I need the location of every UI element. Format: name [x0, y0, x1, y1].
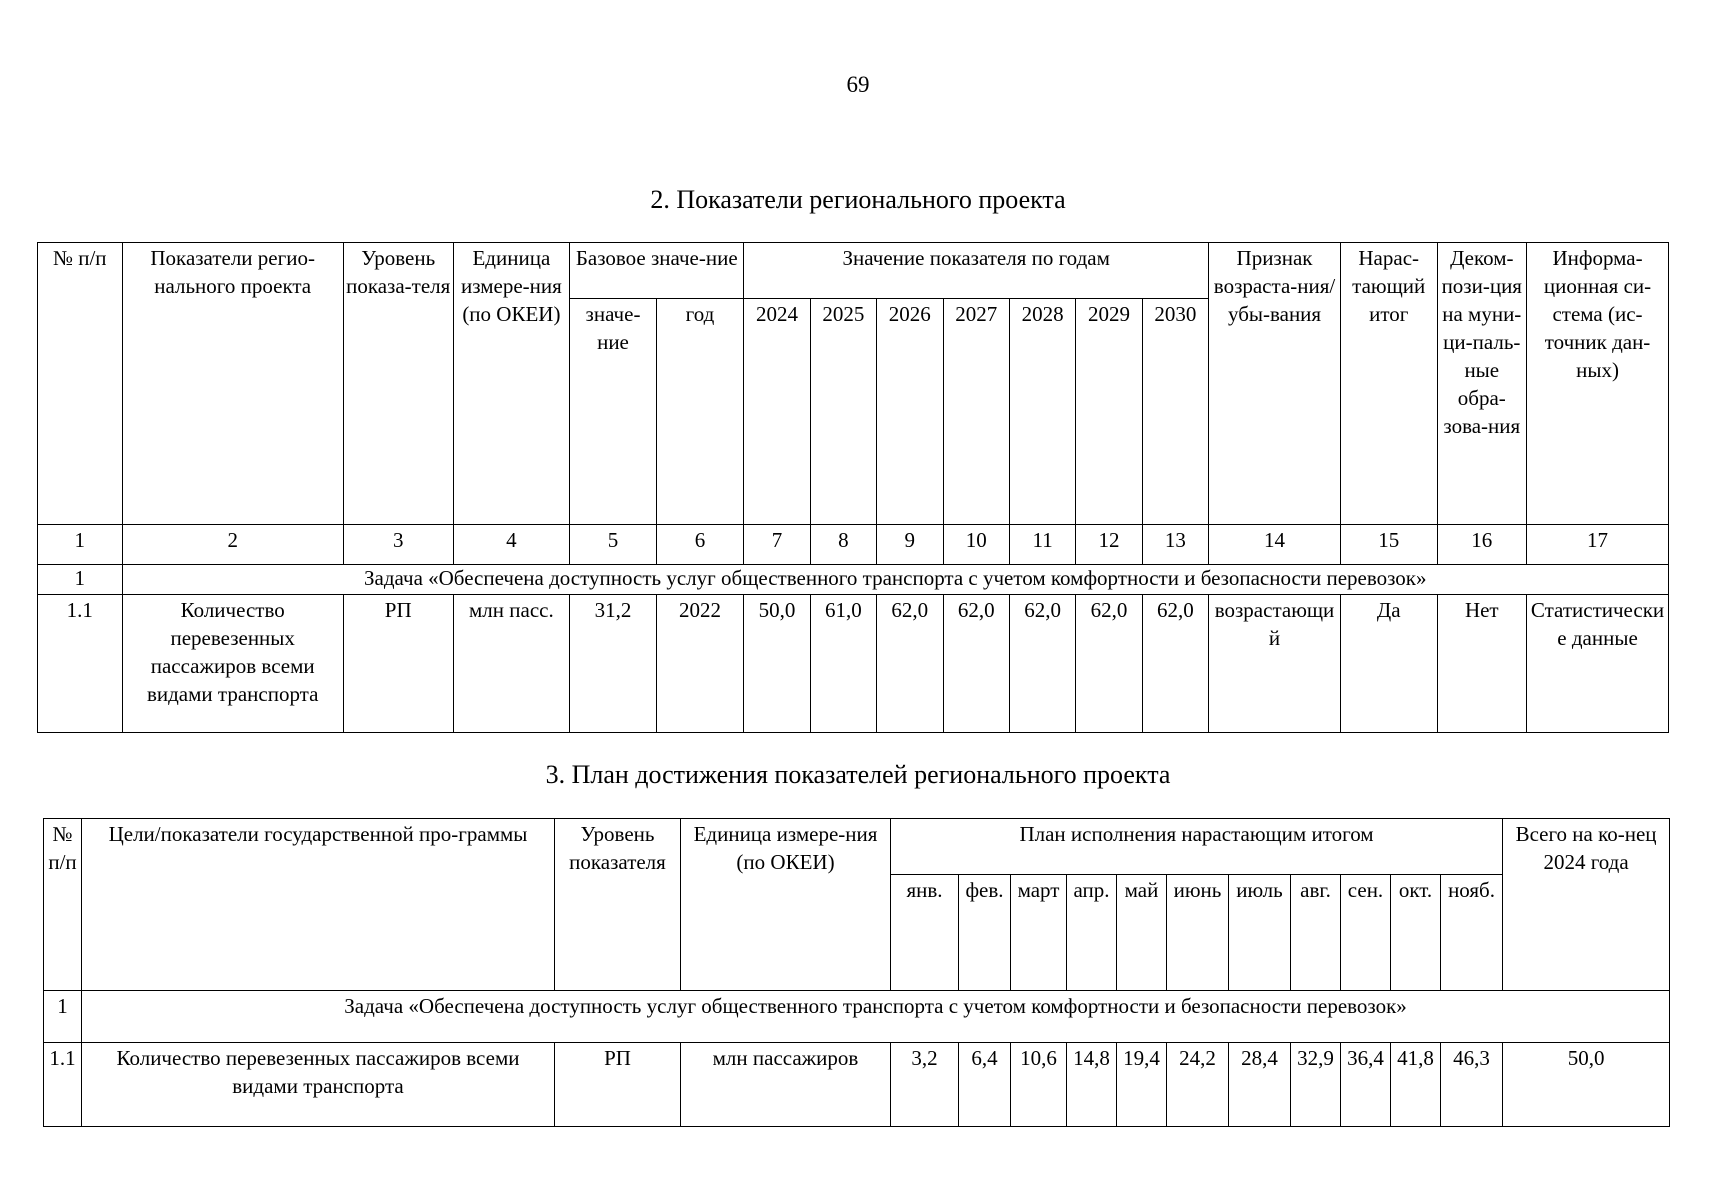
header-year: 2030 [1142, 299, 1208, 525]
row-unit: млн пасс. [453, 595, 570, 733]
column-number: 1 [38, 525, 123, 565]
header-year: 2029 [1076, 299, 1142, 525]
row-total: 50,0 [1503, 1043, 1670, 1127]
row-num: 1.1 [44, 1043, 82, 1127]
header-level: Уровень показа-теля [343, 243, 453, 525]
header-year: 2025 [810, 299, 876, 525]
page-number: 69 [846, 72, 870, 97]
header-base-value: значе-ние [570, 299, 657, 525]
row-year-value: 61,0 [810, 595, 876, 733]
header-month: июнь [1167, 875, 1229, 991]
row-month-value: 36,4 [1341, 1043, 1391, 1127]
row-month-value: 24,2 [1167, 1043, 1229, 1127]
row-num: 1.1 [38, 595, 123, 733]
row-cumulative: Да [1340, 595, 1437, 733]
header-base-year: год [656, 299, 744, 525]
row-decomposition: Нет [1437, 595, 1527, 733]
header-num: № п/п [44, 819, 82, 991]
header-total: Всего на ко-нец 2024 года [1503, 819, 1670, 991]
task-num: 1 [44, 991, 82, 1043]
section-3-title: 3. План достижения показателей регионального проекта [545, 760, 1171, 789]
header-unit: Единица измере-ния (по ОКЕИ) [453, 243, 570, 525]
column-number: 4 [453, 525, 570, 565]
row-indicator: Количество перевезенных пассажиров всеми видами транспорта [122, 595, 343, 733]
column-number: 15 [1340, 525, 1437, 565]
row-month-value: 6,4 [959, 1043, 1011, 1127]
column-number: 5 [570, 525, 657, 565]
header-month: март [1011, 875, 1067, 991]
row-base-value: 31,2 [570, 595, 657, 733]
header-num: № п/п [38, 243, 123, 525]
task-row [38, 565, 1669, 595]
header-year: 2024 [744, 299, 810, 525]
row-month-value: 28,4 [1229, 1043, 1291, 1127]
column-number: 9 [877, 525, 943, 565]
row-goal: Количество перевезенных пассажиров всеми видами транспорта [82, 1043, 555, 1127]
row-month-value: 46,3 [1441, 1043, 1503, 1127]
header-month: авг. [1291, 875, 1341, 991]
section-2-title: 2. Показатели регионального проекта [650, 185, 1066, 214]
header-year: 2027 [943, 299, 1009, 525]
row-month-value: 32,9 [1291, 1043, 1341, 1127]
row-year-value: 62,0 [1076, 595, 1142, 733]
row-month-value: 3,2 [891, 1043, 959, 1127]
header-info-system: Информа-ционная си-стема (ис-точник дан-ных) [1527, 243, 1669, 525]
column-number: 13 [1142, 525, 1208, 565]
column-number: 10 [943, 525, 1009, 565]
header-plan: План исполнения нарастающим итогом [891, 819, 1503, 875]
header-month: нояб. [1441, 875, 1503, 991]
row-month-value: 10,6 [1011, 1043, 1067, 1127]
header-month: июль [1229, 875, 1291, 991]
header-goal: Цели/показатели государственной про-граммы [82, 819, 555, 991]
header-month: фев. [959, 875, 1011, 991]
column-number: 12 [1076, 525, 1142, 565]
column-number: 16 [1437, 525, 1527, 565]
row-year-value: 50,0 [744, 595, 810, 733]
indicators-table [37, 242, 1669, 733]
row-year-value: 62,0 [1142, 595, 1208, 733]
header-cumulative: Нарас-тающий итог [1340, 243, 1437, 525]
header-year: 2026 [877, 299, 943, 525]
header-trend: Признак возраста-ния/ убы-вания [1209, 243, 1341, 525]
task-row [44, 991, 1670, 1043]
column-number: 6 [656, 525, 744, 565]
header-level: Уровень показателя [555, 819, 681, 991]
header-base: Базовое значе-ние [570, 243, 744, 299]
plan-table [43, 818, 1670, 1127]
task-text: Задача «Обеспечена доступность услуг общественного транспорта с учетом комфортности и безопасности перевозок» [82, 991, 1670, 1043]
header-month: сен. [1341, 875, 1391, 991]
header-decomposition: Деком-пози-ция на муни-ци-паль-ные обра-зова-ния [1437, 243, 1527, 525]
row-info-system: Статистические данные [1527, 595, 1669, 733]
table-row [44, 1043, 1670, 1127]
header-month: янв. [891, 875, 959, 991]
column-number: 17 [1527, 525, 1669, 565]
header-year: 2028 [1009, 299, 1075, 525]
row-level: РП [555, 1043, 681, 1127]
row-month-value: 19,4 [1117, 1043, 1167, 1127]
row-year-value: 62,0 [943, 595, 1009, 733]
row-month-value: 41,8 [1391, 1043, 1441, 1127]
row-level: РП [343, 595, 453, 733]
header-month: май [1117, 875, 1167, 991]
row-base-year: 2022 [656, 595, 744, 733]
column-number: 11 [1009, 525, 1075, 565]
column-number: 7 [744, 525, 810, 565]
header-indicator: Показатели регио-нального проекта [122, 243, 343, 525]
table-row [38, 595, 1669, 733]
header-unit: Единица измере-ния (по ОКЕИ) [681, 819, 891, 991]
column-number: 8 [810, 525, 876, 565]
task-num: 1 [38, 565, 123, 595]
header-years-group: Значение показателя по годам [744, 243, 1209, 299]
task-text: Задача «Обеспечена доступность услуг общественного транспорта с учетом комфортности и безопасности перевозок» [122, 565, 1668, 595]
row-unit: млн пассажиров [681, 1043, 891, 1127]
header-month: окт. [1391, 875, 1441, 991]
column-number: 3 [343, 525, 453, 565]
row-month-value: 14,8 [1067, 1043, 1117, 1127]
column-number: 14 [1209, 525, 1341, 565]
row-year-value: 62,0 [1009, 595, 1075, 733]
column-number: 2 [122, 525, 343, 565]
column-numbers-row [38, 525, 1669, 565]
row-year-value: 62,0 [877, 595, 943, 733]
row-trend: возрастающий [1209, 595, 1341, 733]
header-month: апр. [1067, 875, 1117, 991]
